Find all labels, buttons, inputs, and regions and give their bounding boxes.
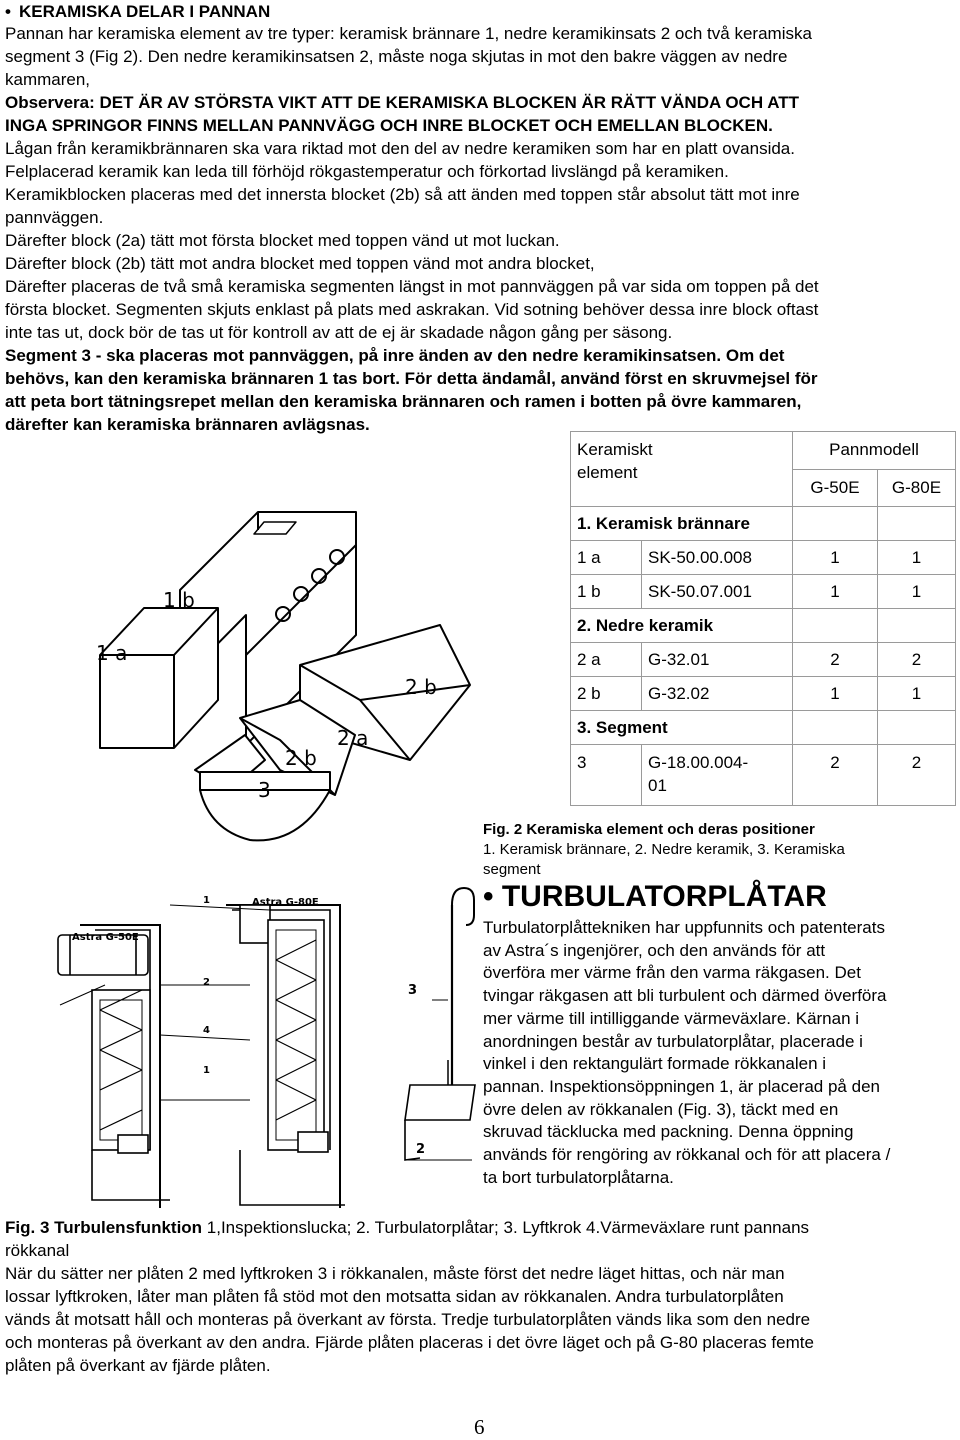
header-g50: G-50E [793, 469, 878, 507]
text-line: tvingar räkgasen att bli turbulent och därmed överföra [483, 986, 887, 1006]
turbulator-title: • TURBULATORPLÅTAR [483, 880, 827, 913]
text-line: vinkel i den rektangulärt formade rökkanalen i [483, 1054, 827, 1074]
table-row: 1 b SK-50.07.001 1 1 [571, 575, 956, 609]
label-astra-g80e: Astra G-80E [252, 897, 319, 908]
text-line: rökkanal [5, 1241, 70, 1260]
label-hook-3: 3 [408, 983, 418, 998]
text-line: övre delen av rökkanalen (Fig. 3), täckt med en [483, 1099, 839, 1119]
table-row: 3 G-18.00.004- 01 2 2 [571, 745, 956, 806]
fig2-caption [483, 820, 953, 880]
label-plate-2: 2 [416, 1142, 426, 1157]
header-element: Keramiskt element [571, 432, 793, 507]
text-line: pannväggen. [5, 208, 104, 227]
table-row: 1 a SK-50.00.008 1 1 [571, 541, 956, 575]
section-title-keramiska: • KERAMISKA DELAR I PANNAN [5, 2, 271, 21]
table-section-row: 2. Nedre keramik [571, 609, 956, 643]
label-n4: 4 [203, 1025, 210, 1036]
table-section-row: 1. Keramisk brännare [571, 507, 956, 541]
warning-line: INGA SPRINGOR FINNS MELLAN PANNVÄGG OCH INRE BLOCKET OCH EMELLAN BLOCKEN. [5, 116, 773, 135]
text-line: av Astra´s ingenjörer, och den används för att [483, 940, 826, 960]
text-line: Keramikblocken placeras med det innersta blocket (2b) så att änden med toppen står absolut tätt mot inre [5, 185, 800, 204]
header-g80: G-80E [878, 469, 956, 507]
segment-line: att peta bort tätningsrepet mellan den keramiska brännaren och ramen i botten på övre kammaren, [5, 392, 802, 411]
segment-line: därefter kan keramiska brännaren avlägsnas. [5, 415, 370, 434]
label-1a: 1 a [96, 641, 128, 665]
text-line: skruvad täcklucka med packning. Denna öppning [483, 1122, 854, 1142]
fig3-turbulator-drawing [0, 878, 480, 1208]
segment-line: behövs, kan den keramiska brännaren 1 tas bort. För detta ändamål, använd först en skruvmejsel för [5, 369, 818, 388]
text-line: Därefter placeras de två små keramiska segmenten längst in mot pannväggen på var sida om toppen på det [5, 277, 819, 296]
page-number: 6 [474, 1415, 485, 1439]
text-line: ta bort turbulatorplåtarna. [483, 1167, 674, 1187]
text-line: kammaren, [5, 70, 91, 89]
text-line: plåten på överkant av fjärde plåten. [5, 1356, 271, 1375]
label-n1: 1 [203, 895, 210, 906]
warning-line: Observera: DET ÄR AV STÖRSTA VIKT ATT DE KERAMISKA BLOCKEN ÄR RÄTT VÄNDA OCH ATT [5, 93, 799, 112]
table-section-row: 3. Segment [571, 711, 956, 745]
text-line: Felplacerad keramik kan leda till förhöjd rökgastemperatur och förkortad livslängd på keramiken. [5, 162, 729, 181]
table-row: 2 a G-32.01 2 2 [571, 643, 956, 677]
text-line: första blocket. Segmenten skjuts enklast på plats med askrakan. Vid sotning behöver dessa inre block oftast [5, 300, 819, 319]
fig3-caption-line: Fig. 3 Turbulensfunktion 1,Inspektionslucka; 2. Turbulatorplåtar; 3. Lyftkrok 4.Värmeväxlare runt pannans [5, 1218, 810, 1237]
label-1b: 1 b [163, 588, 195, 612]
fig2-caption-title: Fig. 2 Keramiska element och deras positioner [483, 821, 815, 838]
text-line: överföra mer värme från den varma räkgasen. Det [483, 963, 861, 983]
text-line: inte tas ut, dock bör de tas ut för kontroll av att de ej är skadade någon gång per säsong. [5, 323, 673, 342]
ceramic-element-table [570, 431, 956, 806]
label-3: 3 [258, 778, 271, 802]
label-n1b: 1 [203, 1065, 210, 1076]
turbulator-text [483, 917, 958, 1189]
header-pannmodell: Pannmodell [793, 432, 956, 470]
label-2b-top: 2 b [405, 675, 437, 699]
segment-line: Segment 3 - ska placeras mot pannväggen, på inre änden av den nedre keramikinsatsen. Om det [5, 346, 785, 365]
text-line: mer värme till intilliggande värmeväxlare. Kärnan i [483, 1008, 860, 1028]
table-header-row [571, 432, 956, 470]
text-line: Turbulatorplåttekniken har uppfunnits och patenterats [483, 918, 885, 937]
text-line: Därefter block (2b) tätt mot andra blocket med toppen vänd mot andra blocket, [5, 254, 595, 273]
text-line: segment 3 (Fig 2). Den nedre keramikinsatsen 2, måste noga skjutas in mot den bakre väggen av nedre [5, 47, 788, 66]
text-line: När du sätter ner plåten 2 med lyftkroken 3 i rökkanalen, måste först det nedre läget hittas, och när man [5, 1264, 785, 1283]
text-line: Lågan från keramikbrännaren ska vara riktad mot den del av nedre keramiken som har en platt ovansida. [5, 139, 795, 158]
text-line: lossar lyftkroken, låter man plåten få stöd mot den motsatta sidan av rökkanalen. Andra turbulatorplåten [5, 1287, 784, 1306]
text-line: vänds åt motsatt håll och monteras på överkant av första. Tredje turbulatorplåten vänds lika som den nedre [5, 1310, 811, 1329]
fig2-caption-line: segment [483, 861, 541, 878]
fig2-ceramic-drawing [60, 500, 480, 860]
bullet-icon: • [483, 880, 502, 913]
text-line: används för rengöring av rökkanal och för att placera / [483, 1145, 891, 1165]
label-2a: 2 a [337, 726, 369, 750]
fig2-caption-line: 1. Keramisk brännare, 2. Nedre keramik, 3. Keramiska [483, 841, 845, 858]
table-row: 2 b G-32.02 1 1 [571, 677, 956, 711]
bullet-icon: • [5, 2, 11, 21]
text-line: och monteras på överkant av den andra. Fjärde plåten placeras i det övre läget och på G-80 placeras femte [5, 1333, 814, 1352]
text-line: anordningen består av turbulatorplåtar, placerade i [483, 1031, 863, 1051]
text-line: pannan. Inspektionsöppningen 1, är placerad på den [483, 1076, 880, 1096]
label-astra-g50e: Astra G-50E [72, 932, 139, 943]
label-n2: 2 [203, 977, 210, 988]
text-line: Därefter block (2a) tätt mot första blocket med toppen vänd ut mot luckan. [5, 231, 560, 250]
text-line: Pannan har keramiska element av tre typer: keramisk brännare 1, nedre keramikinsats 2 och två keramiska [5, 24, 812, 43]
label-2b-bottom: 2 b [285, 746, 317, 770]
